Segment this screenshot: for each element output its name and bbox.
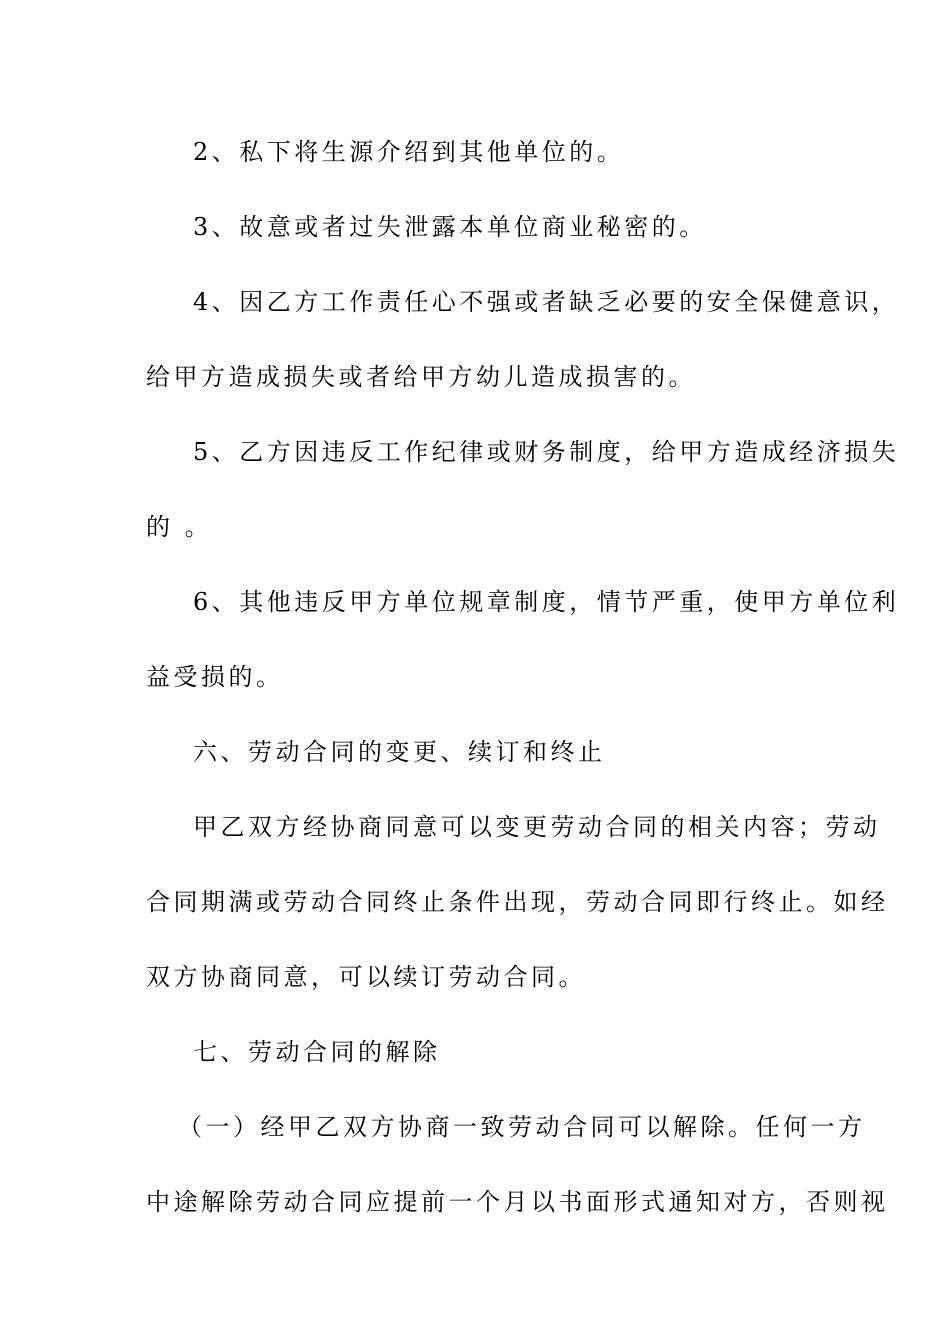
- section-7-heading: 七、劳动合同的解除: [193, 1038, 441, 1066]
- item-4-line-2: 给甲方造成损失或者给甲方幼儿造成损害的。: [146, 363, 696, 391]
- section-6-heading: 六、劳动合同的变更、续订和终止: [193, 738, 606, 766]
- section-6-para-line-3: 双方协商同意，可以续订劳动合同。: [146, 963, 586, 991]
- section-6-para-line-1: 甲乙双方经协商同意可以变更劳动合同的相关内容；劳动: [193, 813, 881, 841]
- section-6-para-line-2: 合同期满或劳动合同终止条件出现，劳动合同即行终止。如经: [146, 888, 889, 916]
- section-7-para-line-2: 中途解除劳动合同应提前一个月以书面形式通知对方，否则视: [146, 1188, 889, 1216]
- item-5-line-1: 5、乙方因违反工作纪律或财务制度，给甲方造成经济损失: [193, 438, 900, 466]
- item-4-line-1: 4、因乙方工作责任心不强或者缺乏必要的安全保健意识，: [193, 288, 900, 316]
- section-7-para-line-1: （一）经甲乙双方协商一致劳动合同可以解除。任何一方: [178, 1113, 866, 1141]
- item-2-line: 2、私下将生源介绍到其他单位的。: [193, 138, 625, 166]
- item-5-line-2: 的 。: [146, 513, 213, 541]
- item-6-line-1: 6、其他违反甲方单位规章制度，情节严重，使甲方单位利: [193, 588, 900, 616]
- item-6-line-2: 益受损的。: [146, 663, 284, 691]
- item-3-line: 3、故意或者过失泄露本单位商业秘密的。: [193, 213, 707, 241]
